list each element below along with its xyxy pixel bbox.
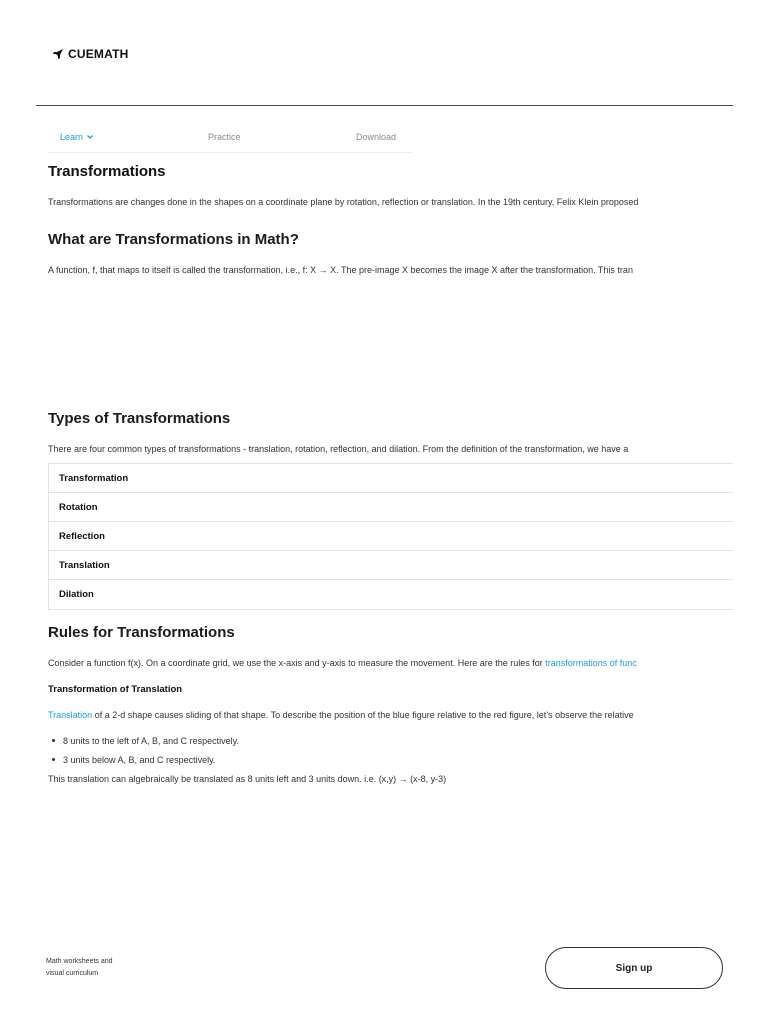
- translation-text: of a 2-d shape causes sliding of that shape. To describe the position of the blue figure relative to the red figure, let’s observe the relative: [92, 710, 634, 720]
- footer-tagline-line1: Math worksheets and: [46, 958, 113, 965]
- section-what-are-paragraph: A function, f, that maps to itself is called the transformation, i.e., f: X → X. The pre-image X becomes the image X after the transformation. This tran: [48, 265, 633, 275]
- intro-paragraph: Transformations are changes done in the shapes on a coordinate plane by rotation, reflection or translation. In the 19th century, Felix Klein proposed: [48, 197, 639, 207]
- table-row: Dilation: [59, 589, 94, 600]
- list-item-text: 8 units to the left of A, B, and C respectively.: [63, 735, 239, 746]
- transformations-table: [48, 463, 733, 610]
- signup-button[interactable]: Sign up: [545, 947, 723, 989]
- list-item: [52, 731, 239, 750]
- section-rules-paragraph: [48, 658, 637, 668]
- footer-tagline: [46, 956, 113, 980]
- translation-paragraph: [48, 710, 634, 720]
- section-heading-what-are: What are Transformations in Math?: [48, 231, 299, 248]
- rules-text: Consider a function f(x). On a coordinate grid, we use the x-axis and y-axis to measure the movement. Here are the rules for: [48, 658, 546, 668]
- translation-link[interactable]: Translation: [48, 710, 93, 720]
- section-types-paragraph: There are four common types of transformations - translation, rotation, reflection, and dilation. From the definition of the transformation, we have a: [48, 444, 629, 454]
- tab-download-label: Download: [356, 132, 397, 142]
- table-row: Rotation: [49, 493, 733, 522]
- bullet-icon: [52, 758, 55, 761]
- page-title: Transformations: [48, 163, 166, 180]
- table-row: Reflection: [49, 522, 733, 551]
- translation-bullet-list: [52, 731, 239, 769]
- tab-learn-label: Learn: [60, 132, 84, 142]
- subheading-translation: Transformation of Translation: [48, 684, 183, 695]
- translation-closing-paragraph: This translation can algebraically be translated as 8 units left and 3 units down. i.e. (x,y) → (x-8, y-3): [48, 774, 447, 784]
- section-heading-rules: Rules for Transformations: [48, 624, 235, 641]
- list-item-text: 3 units below A, B, and C respectively.: [63, 754, 216, 765]
- table-row: Translation: [49, 551, 733, 580]
- table-row: Transformation: [49, 464, 733, 493]
- footer-tagline-line2: visual curriculum: [46, 970, 99, 977]
- bullet-icon: [52, 739, 55, 742]
- article-content: [48, 0, 733, 1024]
- transformations-of-functions-link[interactable]: transformations of func: [545, 658, 637, 668]
- brand-name: CUEMATH: [68, 47, 129, 61]
- section-heading-types: Types of Transformations: [48, 410, 231, 427]
- tab-practice-label: Practice: [208, 132, 241, 142]
- list-item: [52, 750, 239, 769]
